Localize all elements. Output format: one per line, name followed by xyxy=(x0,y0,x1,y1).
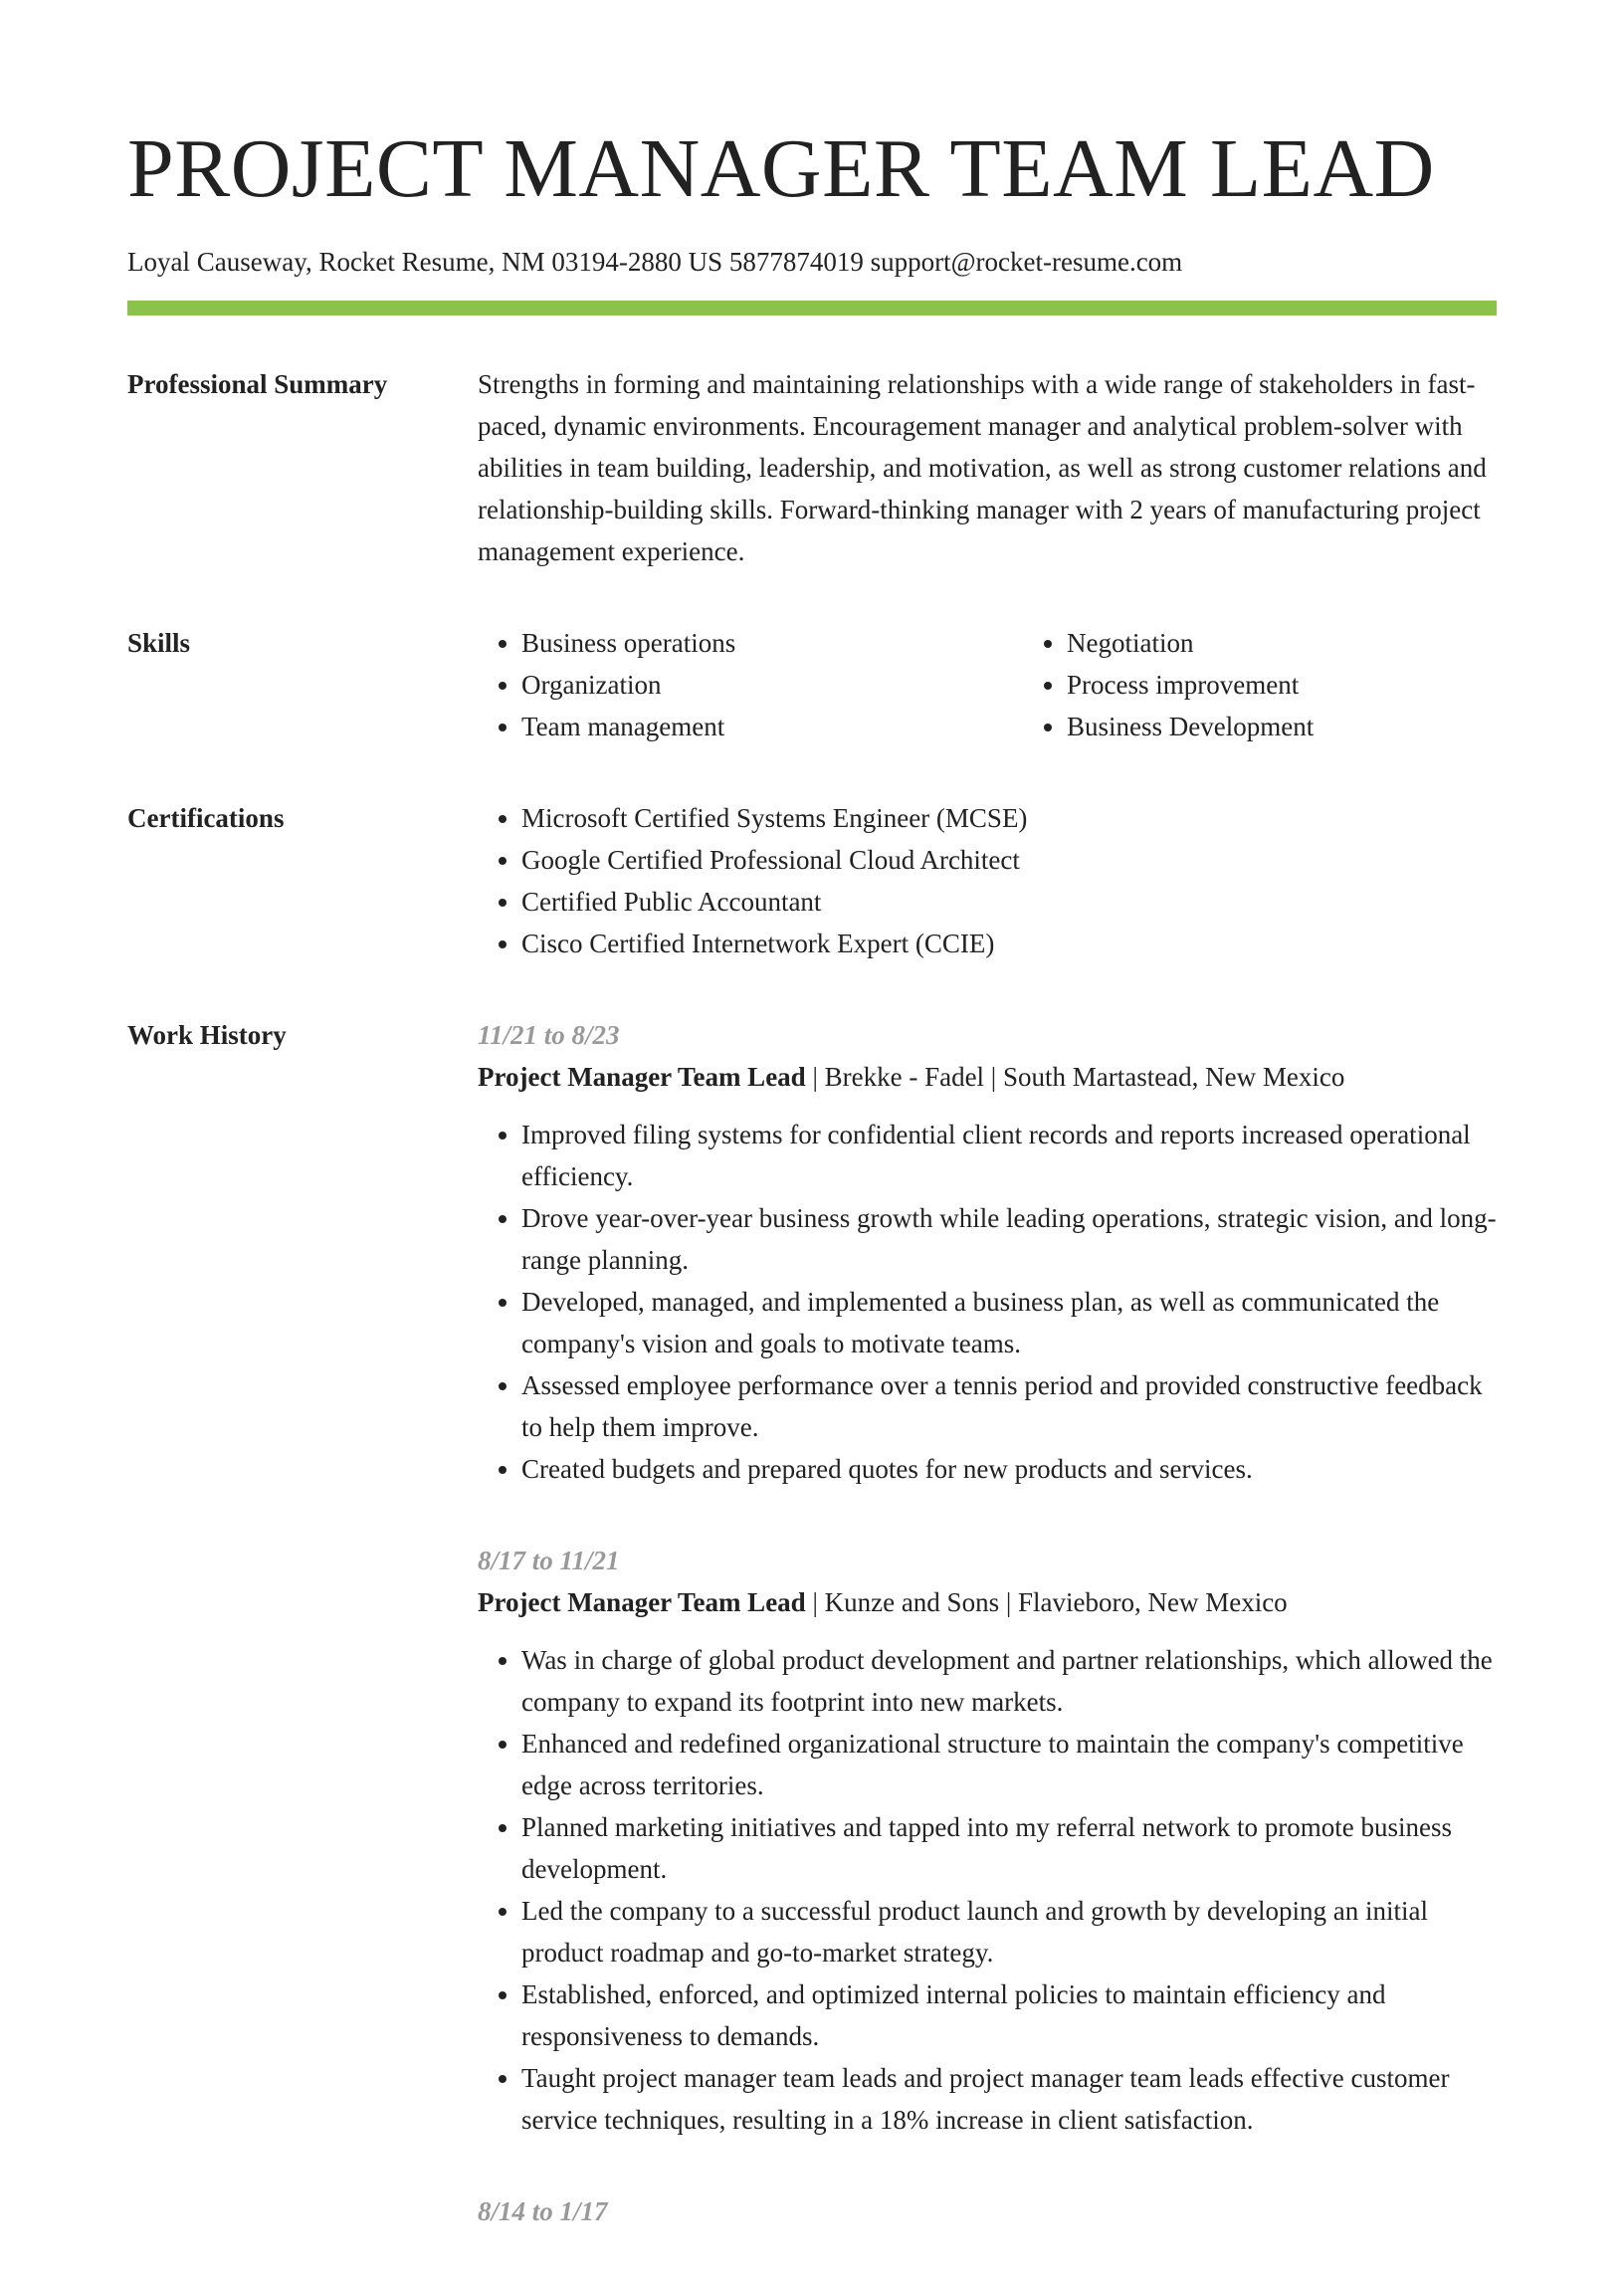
job-dates: 8/17 to 11/21 xyxy=(478,1546,620,1575)
job-bullet: • Assessed employee performance over a tennis period and provided constructive feedback to help them improve. xyxy=(521,1364,1497,1448)
job-bullet: • Developed, managed, and implemented a business plan, as well as communicated the company's vision and goals to motivate teams. xyxy=(521,1281,1497,1364)
section-body xyxy=(478,797,1497,964)
job-details: | Kunze and Sons | Flavieboro, New Mexico xyxy=(805,1587,1288,1617)
section-title: Professional Summary xyxy=(127,369,388,399)
job-bullet: • Enhanced and redefined organizational structure to maintain the company's competitive edge across territories. xyxy=(521,1723,1497,1806)
certification-item: • Cisco Certified Internetwork Expert (CCIE) xyxy=(521,923,1497,964)
job-bullets xyxy=(478,1639,1497,2141)
skill-item: • Business operations xyxy=(521,622,1023,664)
job-bullet: • Led the company to a successful product launch and growth by developing an initial product roadmap and go-to-market strategy. xyxy=(521,1890,1497,1973)
resume-name: PROJECT MANAGER TEAM LEAD xyxy=(127,122,1435,215)
accent-divider xyxy=(127,301,1497,315)
skill-item: • Negotiation xyxy=(1067,622,1568,664)
certifications-list xyxy=(478,797,1497,964)
section-skills xyxy=(127,622,1497,747)
skill-item: • Team management xyxy=(521,706,1023,747)
section-work-history xyxy=(127,1014,1497,2282)
skill-item: • Process improvement xyxy=(1067,664,1568,706)
section-title: Work History xyxy=(127,1020,287,1050)
section-certifications xyxy=(127,797,1497,964)
job-bullet: • Improved filing systems for confidential client records and reports increased operational efficiency. xyxy=(521,1114,1497,1197)
job-bullet: • Created budgets and prepared quotes for new products and services. xyxy=(521,1448,1497,1490)
skill-item: • Business Development xyxy=(1067,706,1568,747)
job-heading xyxy=(478,1581,1497,1623)
job-heading xyxy=(478,1056,1497,1098)
job-dates: 11/21 to 8/23 xyxy=(478,1020,620,1050)
job-bullet: • Drove year-over-year business growth while leading operations, strategic vision, and long-range planning. xyxy=(521,1197,1497,1281)
certification-item: • Certified Public Accountant xyxy=(521,881,1497,923)
job-details: | Brekke - Fadel | South Martastead, New Mexico xyxy=(805,1062,1345,1092)
certification-item: • Microsoft Certified Systems Engineer (MCSE) xyxy=(521,797,1497,839)
job-entry xyxy=(478,1540,1497,2141)
section-body xyxy=(478,1014,1497,2282)
job-title: Project Manager Team Lead xyxy=(478,1587,806,1617)
certification-item: • Google Certified Professional Cloud Architect xyxy=(521,839,1497,881)
job-bullet: • Established, enforced, and optimized internal policies to maintain efficiency and responsiveness to demands. xyxy=(521,1973,1497,2057)
summary-text: Strengths in forming and maintaining relationships with a wide range of stakeholders in fast-paced, dynamic environments. Encouragement manager and analytical problem-solver with abilities in team building, leadership, and motivation, as well as strong customer relations and relationship-building skills. Forward-thinking manager with 2 years of manufacturing project management experience. xyxy=(478,369,1487,566)
section-title: Skills xyxy=(127,628,191,658)
job-bullet: • Was in charge of global product development and partner relationships, which allowed the company to expand its footprint into new markets. xyxy=(521,1639,1497,1723)
skills-column-1 xyxy=(478,622,1023,747)
skills-column-2 xyxy=(1023,622,1568,747)
section-title: Certifications xyxy=(127,803,285,833)
skills-grid xyxy=(478,622,1568,747)
section-body xyxy=(478,363,1497,572)
skill-item: • Organization xyxy=(521,664,1023,706)
resume-page xyxy=(127,0,1497,2282)
section-professional-summary xyxy=(127,363,1497,572)
job-dates: 8/14 to 1/17 xyxy=(478,2196,608,2226)
job-title: Project Manager Team Lead xyxy=(478,1062,806,1092)
job-entry xyxy=(478,1014,1497,1490)
job-bullet: • Planned marketing initiatives and tapped into my referral network to promote business development. xyxy=(521,1806,1497,1890)
contact-info: Loyal Causeway, Rocket Resume, NM 03194-2880 US 5877874019 support@rocket-resume.com xyxy=(127,247,1183,277)
job-bullet: • Taught project manager team leads and project manager team leads effective customer service techniques, resulting in a 18% increase in client satisfaction. xyxy=(521,2057,1497,2141)
job-bullets xyxy=(478,1114,1497,1490)
job-entry xyxy=(478,2190,1497,2232)
